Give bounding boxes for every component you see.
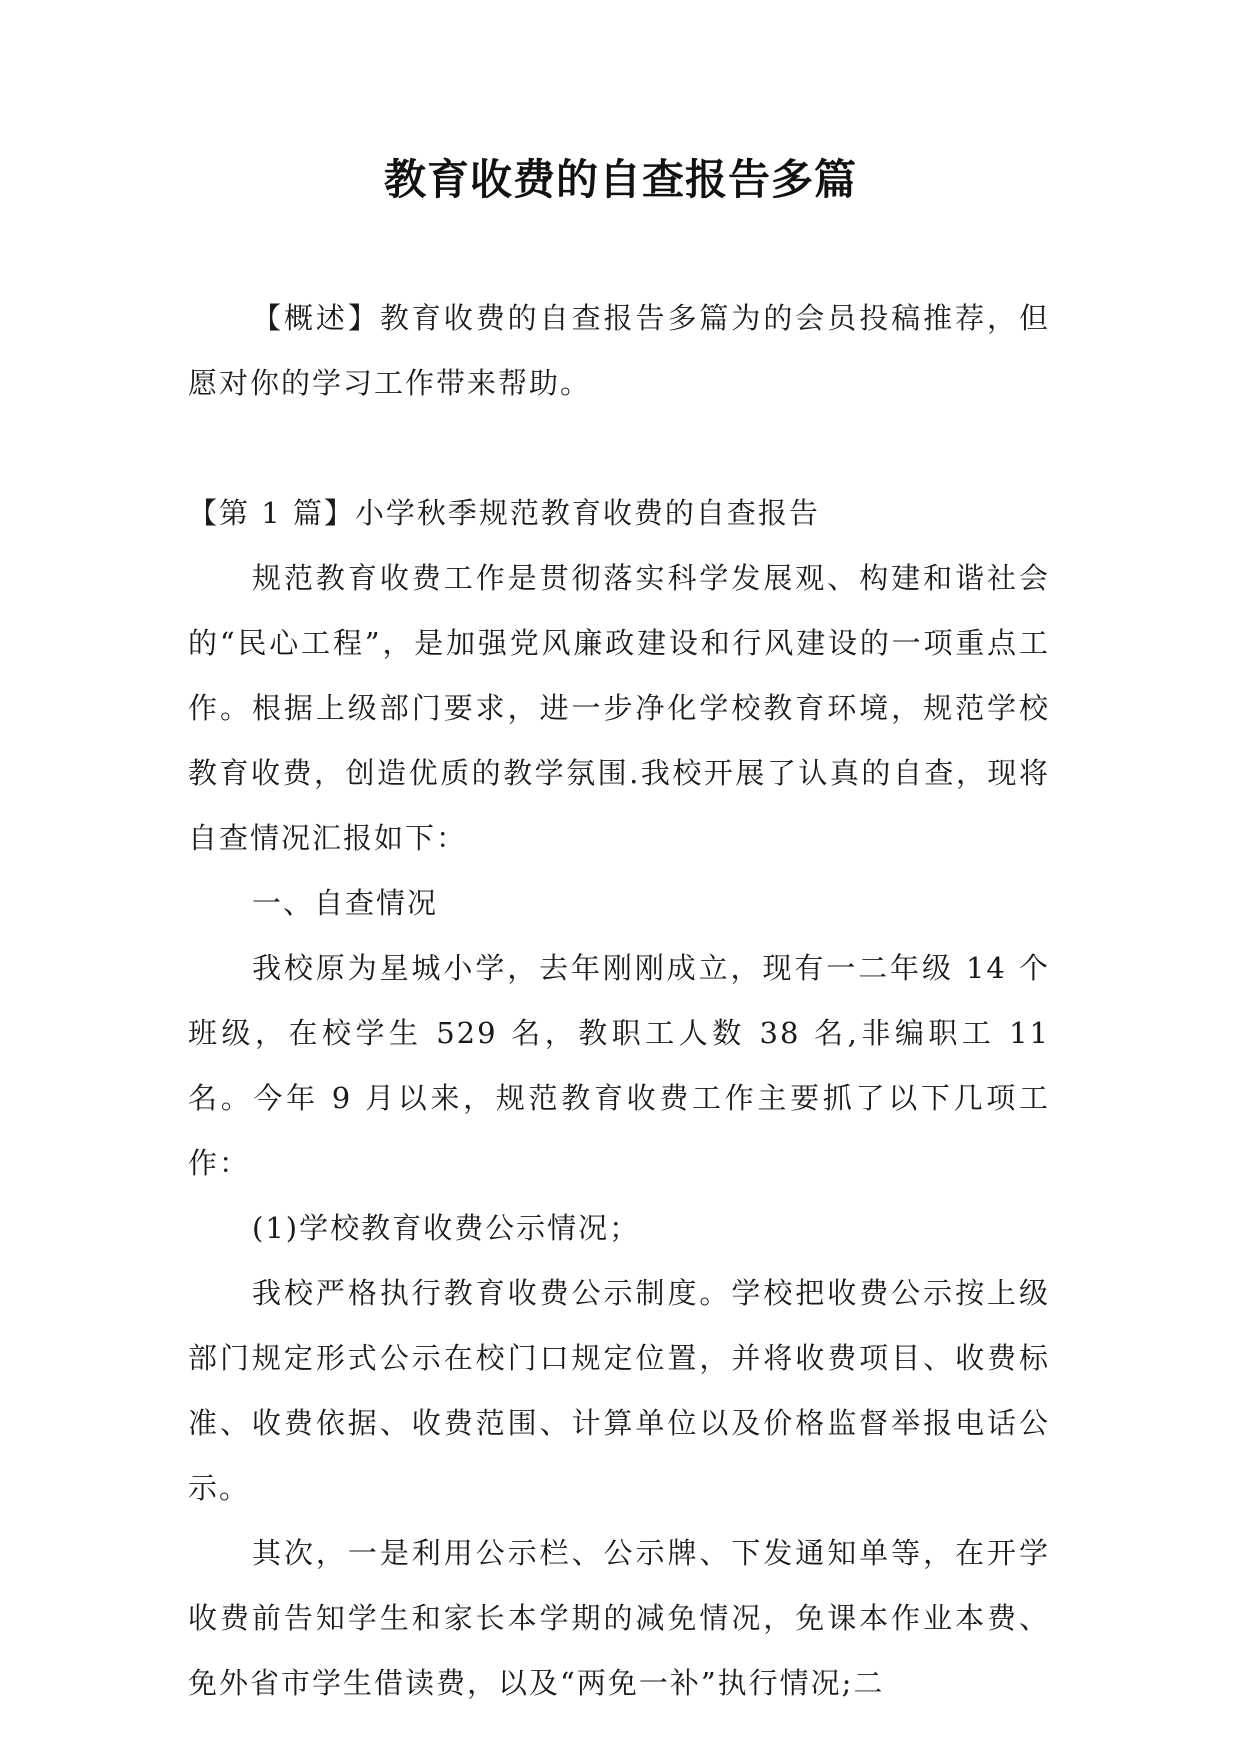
list-heading: (1)学校教育收费公示情况； <box>252 1211 641 1245</box>
section-heading: 【第 1 篇】小学秋季规范教育收费的自查报告 <box>188 496 820 530</box>
body-paragraph: 其次，一是利用公示栏、公示牌、下发通知单等，在开学收费前告知学生和家长本学期的减免情况，免课本作业本费、免外省市学生借读费，以及“两免一补”执行情况;二 <box>188 1536 1050 1700</box>
summary-paragraph: 【概述】教育收费的自查报告多篇为的会员投稿推荐，但愿对你的学习工作带来帮助。 <box>188 301 1050 400</box>
paragraph-spacer <box>188 416 1050 481</box>
document-title: 教育收费的自查报告多篇 <box>383 155 857 204</box>
document-body <box>188 286 1050 1716</box>
subsection-heading: 一、自查情况 <box>252 886 439 920</box>
body-paragraph: 规范教育收费工作是贯彻落实科学发展观、构建和谐社会的“民心工程”，是加强党风廉政建设和行风建设的一项重点工作。根据上级部门要求，进一步净化学校教育环境，规范学校教育收费，创造优质的教学氛围.我校开展了认真的自查，现将自查情况汇报如下： <box>188 561 1050 855</box>
body-paragraph: 我校原为星城小学，去年刚刚成立，现有一二年级 14 个班级，在校学生 529 名，教职工人数 38 名,非编职工 11 名。今年 9 月以来，规范教育收费工作主要抓了以下几项工作： <box>188 951 1050 1180</box>
body-paragraph: 我校严格执行教育收费公示制度。学校把收费公示按上级部门规定形式公示在校门口规定位置，并将收费项目、收费标准、收费依据、收费范围、计算单位以及价格监督举报电话公示。 <box>188 1276 1050 1505</box>
